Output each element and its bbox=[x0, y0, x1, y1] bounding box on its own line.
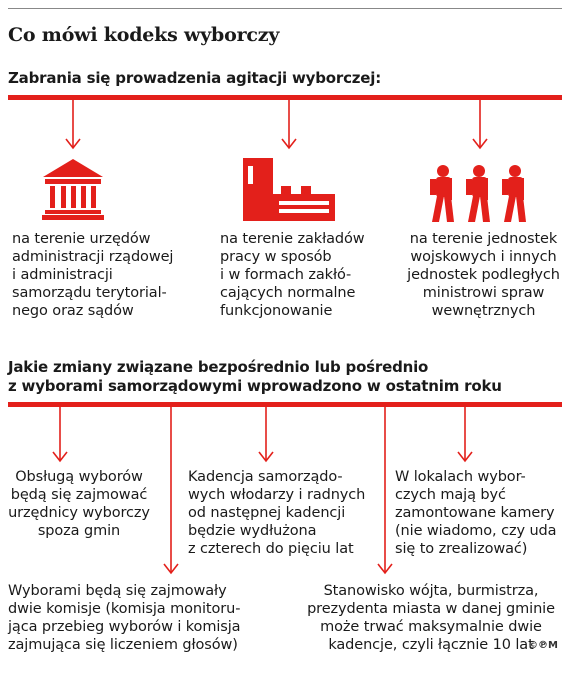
text-line: urzędnicy wyborczy bbox=[8, 505, 150, 521]
text-line: od następnej kadencji bbox=[188, 505, 346, 521]
heading-line: z wyborami samorządowymi wprowadzono w ostatnim roku bbox=[8, 377, 502, 395]
section1-heading: Zabrania się prowadzenia agitacji wyborczej: bbox=[8, 69, 382, 87]
change-item-3 bbox=[188, 468, 378, 558]
section1-arrows bbox=[0, 95, 562, 155]
text-line: pracy w sposób bbox=[220, 249, 332, 265]
item-factory-text bbox=[220, 230, 390, 320]
text-line: Stanowisko wójta, burmistrza, bbox=[323, 583, 539, 599]
text-line: cających normalne bbox=[220, 285, 356, 301]
text-line: administracji rządowej bbox=[12, 249, 174, 265]
text-line: może trwać maksymalnie dwie bbox=[320, 619, 542, 635]
text-line: jąca przebieg wyborów i komisja bbox=[8, 619, 241, 635]
text-line: kadencje, czyli łącznie 10 lat bbox=[328, 637, 534, 653]
text-line: W lokalach wybor- bbox=[395, 469, 526, 485]
text-line: Wyborami będą się zajmowały bbox=[8, 583, 227, 599]
text-line: dwie komisje (komisja monitoru- bbox=[8, 601, 241, 617]
publisher-logo: ©℗M bbox=[528, 640, 558, 651]
text-line: Obsługą wyborów bbox=[15, 469, 143, 485]
text-line: z czterech do pięciu lat bbox=[188, 541, 354, 557]
text-line: wewnętrznych bbox=[431, 303, 536, 319]
heading-line: Jakie zmiany związane bezpośrednio lub pośrednio bbox=[8, 358, 429, 376]
text-line: wojskowych i innych bbox=[410, 249, 557, 265]
text-line: zamontowane kamery bbox=[395, 505, 555, 521]
text-line: będzie wydłużona bbox=[188, 523, 317, 539]
text-line: nego oraz sądów bbox=[12, 303, 134, 319]
text-line: (nie wiadomo, czy uda bbox=[395, 523, 557, 539]
change-item-1 bbox=[0, 468, 158, 540]
text-line: i administracji bbox=[12, 267, 113, 283]
text-line: funkcjonowanie bbox=[220, 303, 333, 319]
text-line: i w formach zakłó- bbox=[220, 267, 352, 283]
change-item-5 bbox=[395, 468, 562, 558]
top-rule bbox=[8, 8, 562, 9]
courthouse-icon bbox=[40, 157, 106, 221]
text-line: samorządu terytorial- bbox=[12, 285, 167, 301]
section2-heading bbox=[8, 358, 502, 396]
text-line: prezydenta miasta w danej gminie bbox=[307, 601, 555, 617]
text-line: ministrowi spraw bbox=[422, 285, 545, 301]
soldiers-icon bbox=[428, 164, 532, 224]
text-line: będą się zajmować bbox=[10, 487, 148, 503]
item-soldiers-text bbox=[405, 230, 562, 320]
text-line: na terenie urzędów bbox=[12, 231, 151, 247]
item-courthouse-text bbox=[12, 230, 197, 320]
text-line: Kadencja samorządo- bbox=[188, 469, 343, 485]
page-title: Co mówi kodeks wyborczy bbox=[8, 24, 280, 46]
text-line: się to zrealizować) bbox=[395, 541, 528, 557]
text-line: jednostek podległych bbox=[407, 267, 560, 283]
change-item-4 bbox=[300, 582, 562, 654]
text-line: spoza gmin bbox=[37, 523, 121, 539]
text-line: na terenie zakładów bbox=[220, 231, 365, 247]
text-line: zajmująca się liczeniem głosów) bbox=[8, 637, 238, 653]
text-line: czych mają być bbox=[395, 487, 506, 503]
factory-icon bbox=[243, 158, 335, 222]
text-line: na terenie jednostek bbox=[409, 231, 558, 247]
text-line: wych włodarzy i radnych bbox=[188, 487, 366, 503]
change-item-2 bbox=[8, 582, 298, 654]
